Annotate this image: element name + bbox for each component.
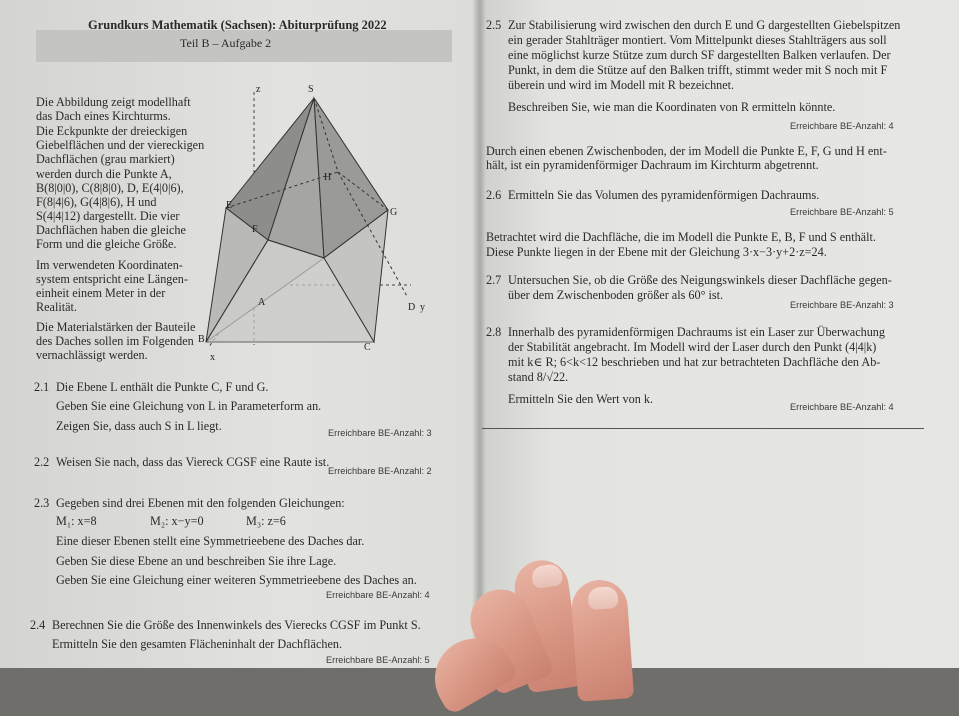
task-2-3-line2: Eine dieser Ebenen stellt eine Symmetrieebene des Daches dar. [56,534,365,548]
task-2-1-be: Erreichbare BE-Anzahl: 3 [328,428,432,438]
book-spine [472,0,486,668]
task-text: Gegeben sind drei Ebenen mit den folgenden Gleichungen: [56,496,345,510]
label-G: G [390,207,398,218]
intro-line: Die Abbildung zeigt modellhaft [36,95,191,109]
intro-line: Dachflächen haben die gleiche [36,223,186,237]
task-2-1-line1 [34,380,268,394]
task-2-8-line2: der Stabilität angebracht. Im Modell wird der Laser durch den Punkt (4|4|k) [508,340,877,354]
task-number: 2.4 [30,618,46,632]
label-D: D [408,302,416,313]
task-text: Zur Stabilisierung wird zwischen den durch E und G dargestellten Giebelspitzen [508,18,901,32]
mid-text-1: Durch einen ebenen Zwischenboden, der im Modell die Punkte E, F, G und H ent- [486,144,887,158]
intro-line: werden durch die Punkte A, [36,167,172,181]
eq-m3: M₃: z=6 [246,514,286,528]
label-S: S [308,84,314,95]
intro-line: das Dach eines Kirchturms. [36,109,171,123]
fingernail-2 [587,586,618,610]
header-title: Grundkurs Mathematik (Sachsen): Abiturprüfung 2022 [88,18,387,32]
label-E: E [226,200,233,211]
task-2-3-line4: Geben Sie eine Gleichung einer weiteren Symmetrieebene des Daches an. [56,573,417,587]
task-number: 2.7 [486,273,502,287]
task-text: Untersuchen Sie, ob die Größe des Neigungswinkels dieser Dachfläche gegen- [508,273,892,287]
task-2-4-be: Erreichbare BE-Anzahl: 5 [326,655,430,665]
task-2-3-line1 [34,496,345,510]
task-2-7-line2: über dem Zwischenboden größer als 60° ist. [508,288,724,302]
task-number: 2.3 [34,496,50,510]
label-y: y [420,302,425,313]
label-z: z [256,84,261,95]
task-number: 2.1 [34,380,50,394]
intro-line: system entspricht eine Längen- [36,272,188,286]
roof-diagram [196,80,446,370]
task-number: 2.6 [486,188,502,202]
task-2-8-be: Erreichbare BE-Anzahl: 4 [790,402,894,412]
intro-line: Realität. [36,300,77,314]
label-x: x [210,352,215,363]
task-2-8-line3: mit k∈ R; 6<k<12 beschrieben und hat zur betrachteten Dachfläche den Ab- [508,355,881,369]
intro-line: des Daches sollen im Folgenden [36,334,194,348]
task-number: 2.8 [486,325,502,339]
intro-line: Die Materialstärken der Bauteile [36,320,196,334]
task-2-6-line1 [486,188,819,202]
task-2-5-line4: Punkt, in dem die Stütze auf den Balken trifft, stimmt weder mit S noch mit F [508,63,888,77]
task-2-4-line1 [30,618,421,632]
label-F: F [252,224,258,235]
intro-line: Im verwendeten Koordinaten- [36,258,183,272]
task-2-5-line5: überein und wird im Modell mit R bezeichnet. [508,78,735,92]
task-2-1-line2: Geben Sie eine Gleichung von L in Parameterform an. [56,399,322,413]
label-H: H [324,172,332,183]
label-B: B [198,334,205,345]
task-2-5-line2: ein gerader Stahlträger montiert. Vom Mittelpunkt dieses Stahlträgers aus soll [508,33,887,47]
task-text: Berechnen Sie die Größe des Innenwinkels des Vierecks CGSF im Punkt S. [52,618,421,632]
task-2-2-line1 [34,455,329,469]
task-2-3-be: Erreichbare BE-Anzahl: 4 [326,590,430,600]
task-2-7-be: Erreichbare BE-Anzahl: 3 [790,300,894,310]
task-text: Ermitteln Sie das Volumen des pyramidenförmigen Dachraums. [508,188,820,202]
task-2-5-line3: eine möglichst kurze Stütze zum durch SF dargestellten Balken verlaufen. Der [508,48,891,62]
task-text: Innerhalb des pyramidenförmigen Dachraums ist ein Laser zur Überwachung [508,325,885,339]
task-text: Weisen Sie nach, dass das Viereck CGSF eine Raute ist. [56,455,330,469]
intro-line: vernachlässigt werden. [36,348,148,362]
eq-m2: M₂: x−y=0 [150,514,204,528]
task-2-4-line2: Ermitteln Sie den gesamten Flächeninhalt der Dachflächen. [52,637,343,651]
eq-m1: M₁: x=8 [56,514,97,528]
label-A: A [258,297,266,308]
label-C: C [364,342,371,353]
task-2-8-line5: Ermitteln Sie den Wert von k. [508,392,654,406]
mid2-text-1: Betrachtet wird die Dachfläche, die im Modell die Punkte E, B, F und S enthält. [486,230,876,244]
intro-line: Dachflächen (grau markiert) [36,152,175,166]
task-2-2-be: Erreichbare BE-Anzahl: 2 [328,466,432,476]
task-2-5-line6: Beschreiben Sie, wie man die Koordinaten von R ermitteln könnte. [508,100,836,114]
intro-line: S(4|4|12) dargestellt. Die vier [36,209,180,223]
intro-line: Form und die gleiche Größe. [36,237,177,251]
task-2-7-line1 [486,273,892,287]
task-2-5-line1 [486,18,900,32]
intro-line: Giebelflächen und der viereckigen [36,138,205,152]
task-2-8-line1 [486,325,885,339]
intro-line: B(8|0|0), C(8|8|0), D, E(4|0|6), [36,181,184,195]
task-2-8-line4: stand 8/√22. [508,370,569,384]
task-number: 2.5 [486,18,502,32]
task-2-6-be: Erreichbare BE-Anzahl: 5 [790,207,894,217]
task-2-3-line3: Geben Sie diese Ebene an und beschreiben Sie ihre Lage. [56,554,337,568]
divider-line [482,428,924,429]
mid-text-2: hält, ist ein pyramidenförmiger Dachraum im Kirchturm abgetrennt. [486,158,819,172]
intro-line: Die Eckpunkte der dreieckigen [36,124,188,138]
intro-line: einheit einem Meter in der [36,286,166,300]
intro-line: F(8|4|6), G(4|8|6), H und [36,195,157,209]
task-text: Die Ebene L enthält die Punkte C, F und G. [56,380,269,394]
task-number: 2.2 [34,455,50,469]
mid2-text-2: Diese Punkte liegen in der Ebene mit der Gleichung 3·x−3·y+2·z=24. [486,245,827,259]
task-2-1-line3: Zeigen Sie, dass auch S in L liegt. [56,419,222,433]
task-2-5-be: Erreichbare BE-Anzahl: 4 [790,121,894,131]
header-subtitle: Teil B – Aufgabe 2 [180,36,272,50]
